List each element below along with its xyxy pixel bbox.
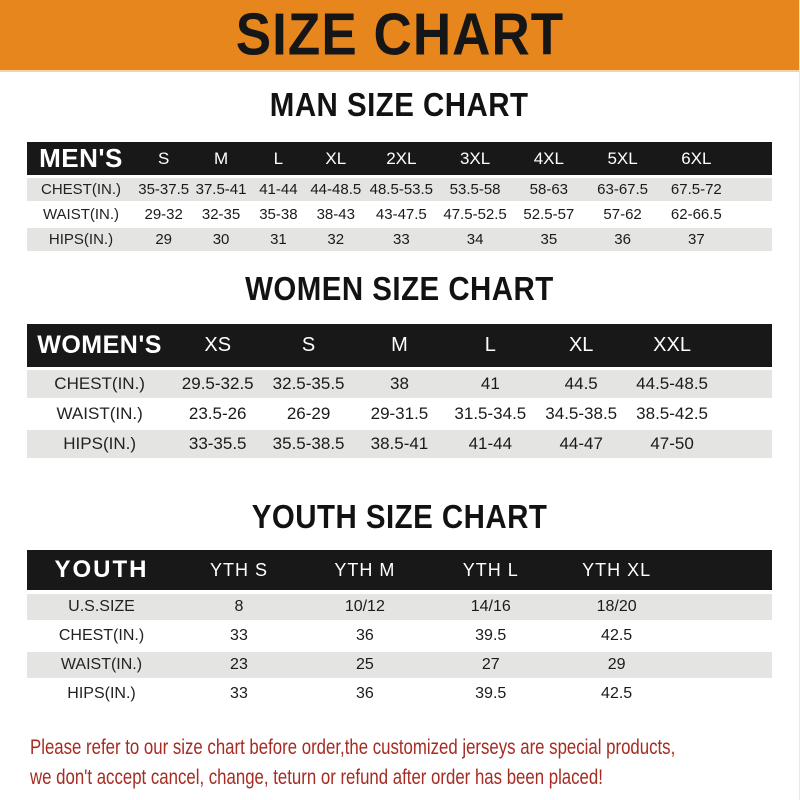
table-header-row xyxy=(27,324,772,367)
table-header-label: YOUTH xyxy=(54,556,149,583)
size-cell: 33 xyxy=(392,231,410,248)
size-cell: 42.5 xyxy=(601,627,633,644)
size-cell: 8 xyxy=(234,598,244,615)
row-label: U.S.SIZE xyxy=(68,598,135,615)
size-column-header: XL xyxy=(568,334,594,356)
size-cell: 31 xyxy=(270,231,287,248)
size-cell: 30 xyxy=(212,231,230,248)
size-column-header: XXL xyxy=(653,334,691,356)
size-cell: 53.5-58 xyxy=(449,181,501,198)
size-column-header: L xyxy=(273,148,284,168)
footer-line-2 xyxy=(30,763,799,793)
size-cell: 25 xyxy=(355,656,374,673)
size-cell: 29 xyxy=(155,231,173,248)
size-cell: 42.5 xyxy=(601,685,633,702)
size-column-header: XS xyxy=(204,334,232,356)
size-cell: 29 xyxy=(607,656,626,673)
row-label: WAIST(IN.) xyxy=(56,404,143,423)
size-cell: 35-37.5 xyxy=(138,181,190,198)
table-row xyxy=(27,430,772,458)
size-column-header: M xyxy=(213,148,229,168)
size-column-header: 5XL xyxy=(607,148,638,168)
section-heading-women-text: WOMEN SIZE CHART xyxy=(245,269,554,308)
size-cell: 27 xyxy=(481,656,500,673)
table-header-label: WOMEN'S xyxy=(37,331,162,359)
footer-line-2-text: we don't accept cancel, change, teturn or refund after order has been placed! xyxy=(30,766,603,789)
size-cell: 29.5-32.5 xyxy=(181,374,254,393)
size-cell: 33 xyxy=(230,685,248,702)
size-cell: 44.5-48.5 xyxy=(636,374,708,393)
size-column-header: XL xyxy=(325,148,347,168)
row-label: HIPS(IN.) xyxy=(67,685,136,702)
section-heading-women xyxy=(0,271,799,307)
size-cell: 39.5 xyxy=(475,685,507,702)
table-body xyxy=(27,370,772,458)
size-cell: 41-44 xyxy=(259,181,298,198)
size-cell: 37.5-41 xyxy=(195,181,247,198)
row-label: WAIST(IN.) xyxy=(60,656,143,673)
size-cell: 38 xyxy=(389,374,409,393)
size-cell: 58-63 xyxy=(529,181,569,198)
size-column-header: YTH L xyxy=(462,559,519,580)
size-cell: 67.5-72 xyxy=(670,181,722,198)
size-cell: 43-47.5 xyxy=(375,206,427,223)
size-cell: 33-35.5 xyxy=(188,434,247,453)
size-cell: 44.5 xyxy=(564,374,598,393)
size-cell: 63-67.5 xyxy=(597,181,649,198)
table-row xyxy=(27,370,772,398)
size-cell: 41-44 xyxy=(468,434,513,453)
row-label: CHEST(IN.) xyxy=(54,374,145,393)
footer-line-1 xyxy=(30,733,799,763)
size-cell: 23.5-26 xyxy=(188,404,247,423)
size-column-header: 2XL xyxy=(386,148,417,168)
size-column-header: 4XL xyxy=(533,148,564,168)
size-cell: 57-62 xyxy=(603,206,642,223)
size-cell: 29-32 xyxy=(144,206,183,223)
table-row xyxy=(27,652,772,678)
banner-title: SIZE CHART xyxy=(235,1,564,69)
size-cell: 38-43 xyxy=(316,206,355,223)
table-row xyxy=(27,594,772,620)
size-cell: 39.5 xyxy=(475,627,507,644)
size-cell: 32-35 xyxy=(201,206,241,223)
table-row xyxy=(27,681,772,707)
size-chart-banner xyxy=(0,0,799,72)
size-column-header: YTH S xyxy=(209,559,268,580)
size-column-header: S xyxy=(158,148,170,168)
size-cell: 34 xyxy=(466,231,484,248)
size-cell: 38.5-42.5 xyxy=(636,404,708,423)
section-heading-youth-text: YOUTH SIZE CHART xyxy=(251,497,548,536)
size-cell: 35-38 xyxy=(259,206,298,223)
size-cell: 47-50 xyxy=(650,434,694,453)
size-column-header: L xyxy=(484,334,496,356)
table-row xyxy=(27,203,772,226)
table-body xyxy=(27,178,772,251)
size-cell: 14/16 xyxy=(470,598,511,615)
size-cell: 32.5-35.5 xyxy=(272,374,345,393)
table-row xyxy=(27,623,772,649)
row-label: WAIST(IN.) xyxy=(42,206,120,223)
row-label: CHEST(IN.) xyxy=(58,627,145,644)
row-label: HIPS(IN.) xyxy=(48,231,114,248)
row-label: HIPS(IN.) xyxy=(63,434,136,453)
size-cell: 32 xyxy=(327,231,345,248)
size-cell: 29-31.5 xyxy=(370,404,429,423)
size-cell: 44-48.5 xyxy=(310,181,362,198)
size-column-header: 3XL xyxy=(459,148,491,168)
size-cell: 23 xyxy=(230,656,248,673)
table-header-row xyxy=(27,142,772,175)
table-header-label: MEN'S xyxy=(39,143,123,173)
women-size-table xyxy=(27,324,772,458)
size-cell: 36 xyxy=(614,231,631,248)
size-cell: 10/12 xyxy=(344,598,385,615)
size-cell: 35 xyxy=(540,231,558,248)
size-column-header: YTH XL xyxy=(582,559,652,580)
size-cell: 41 xyxy=(480,374,500,393)
size-cell: 47.5-52.5 xyxy=(443,206,507,223)
size-cell: 35.5-38.5 xyxy=(272,434,345,453)
table-row xyxy=(27,178,772,201)
size-cell: 44-47 xyxy=(559,434,603,453)
size-column-header: S xyxy=(301,334,316,356)
size-cell: 48.5-53.5 xyxy=(369,181,434,198)
size-cell: 26-29 xyxy=(286,404,331,423)
youth-size-table xyxy=(27,550,772,707)
size-column-header: YTH M xyxy=(334,559,396,580)
size-cell: 34.5-38.5 xyxy=(545,404,618,423)
row-label: CHEST(IN.) xyxy=(41,181,121,198)
size-cell: 18/20 xyxy=(596,598,637,615)
size-cell: 36 xyxy=(355,627,374,644)
size-cell: 52.5-57 xyxy=(523,206,575,223)
footer-note xyxy=(30,733,799,793)
size-cell: 38.5-41 xyxy=(370,434,429,453)
size-cell: 33 xyxy=(230,627,248,644)
size-cell: 37 xyxy=(687,231,705,248)
table-header-row xyxy=(27,550,772,590)
men-size-table xyxy=(27,142,772,251)
section-heading-man-text: MAN SIZE CHART xyxy=(270,85,529,124)
size-column-header: 6XL xyxy=(681,148,712,168)
size-cell: 36 xyxy=(355,685,374,702)
footer-line-1-text: Please refer to our size chart before order,the customized jerseys are special products, xyxy=(30,736,676,759)
table-row xyxy=(27,228,772,251)
section-heading-man xyxy=(0,87,799,123)
size-column-header: M xyxy=(391,334,408,356)
table-body xyxy=(27,594,772,707)
size-cell: 62-66.5 xyxy=(670,206,722,223)
size-cell: 31.5-34.5 xyxy=(454,404,527,423)
table-row xyxy=(27,400,772,428)
section-heading-youth xyxy=(0,499,799,535)
